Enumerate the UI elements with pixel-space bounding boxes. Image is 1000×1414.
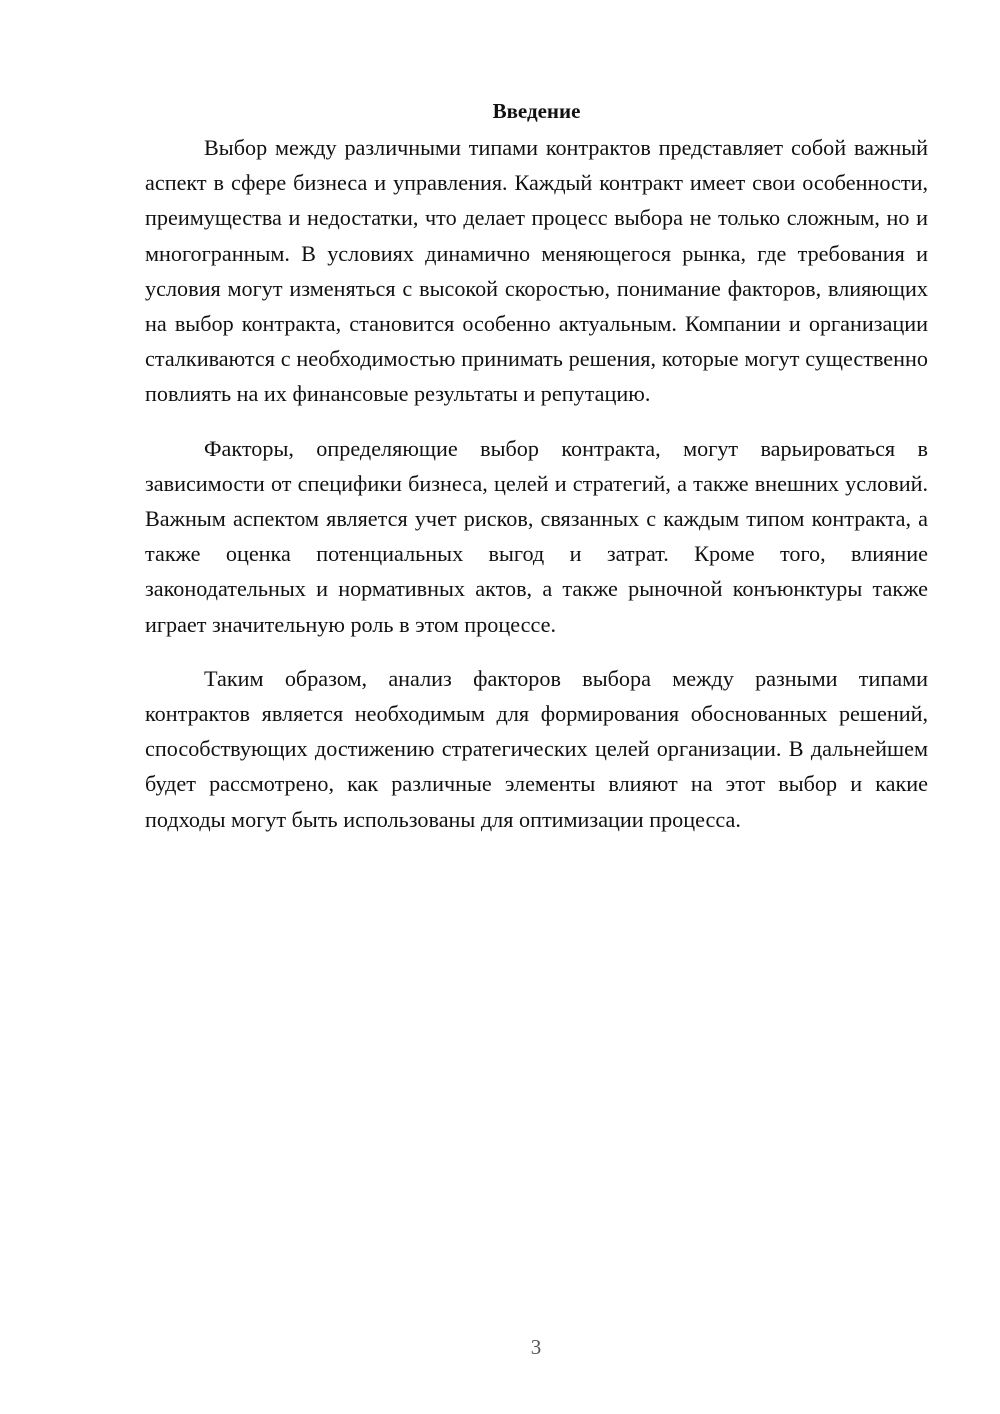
paragraph-3: Таким образом, анализ факторов выбора между разными типами контрактов является необходимым для формирования обоснованных решений, способствующих достижению стратегических целей организации. В дальнейшем будет рассмотрено, как различные элементы влияют на этот выбор и какие подходы могут быть использованы для оптимизации процесса. <box>145 665 928 832</box>
paragraph-1: Выбор между различными типами контрактов представляет собой важный аспект в сфере бизнеса и управления. Каждый контракт имеет свои особенности, преимущества и недостатки, что делает процесс выбора не только сложным, но и многогранным. В условиях динамично меняющегося рынка, где требования и условия могут изменяться с высокой скоростью, понимание факторов, влияющих на выбор контракта, становится особенно актуальным. Компании и организации сталкиваются с необходимостью принимать решения, которые могут существенно повлиять на их финансовые результаты и репутацию. <box>145 135 928 407</box>
section-heading: Введение <box>492 99 581 123</box>
page-number: 3 <box>530 1335 542 1359</box>
paragraph-2: Факторы, определяющие выбор контракта, могут варьироваться в зависимости от специфики бизнеса, целей и стратегий, а также внешних условий. Важным аспектом является учет рисков, связанных с каждым типом контракта, а также оценка потенциальных выгод и затрат. Кроме того, влияние законодательных и нормативных актов, а также рыночной конъюнктуры также играет значительную роль в этом процессе. <box>145 435 928 637</box>
page-content <box>145 96 928 856</box>
